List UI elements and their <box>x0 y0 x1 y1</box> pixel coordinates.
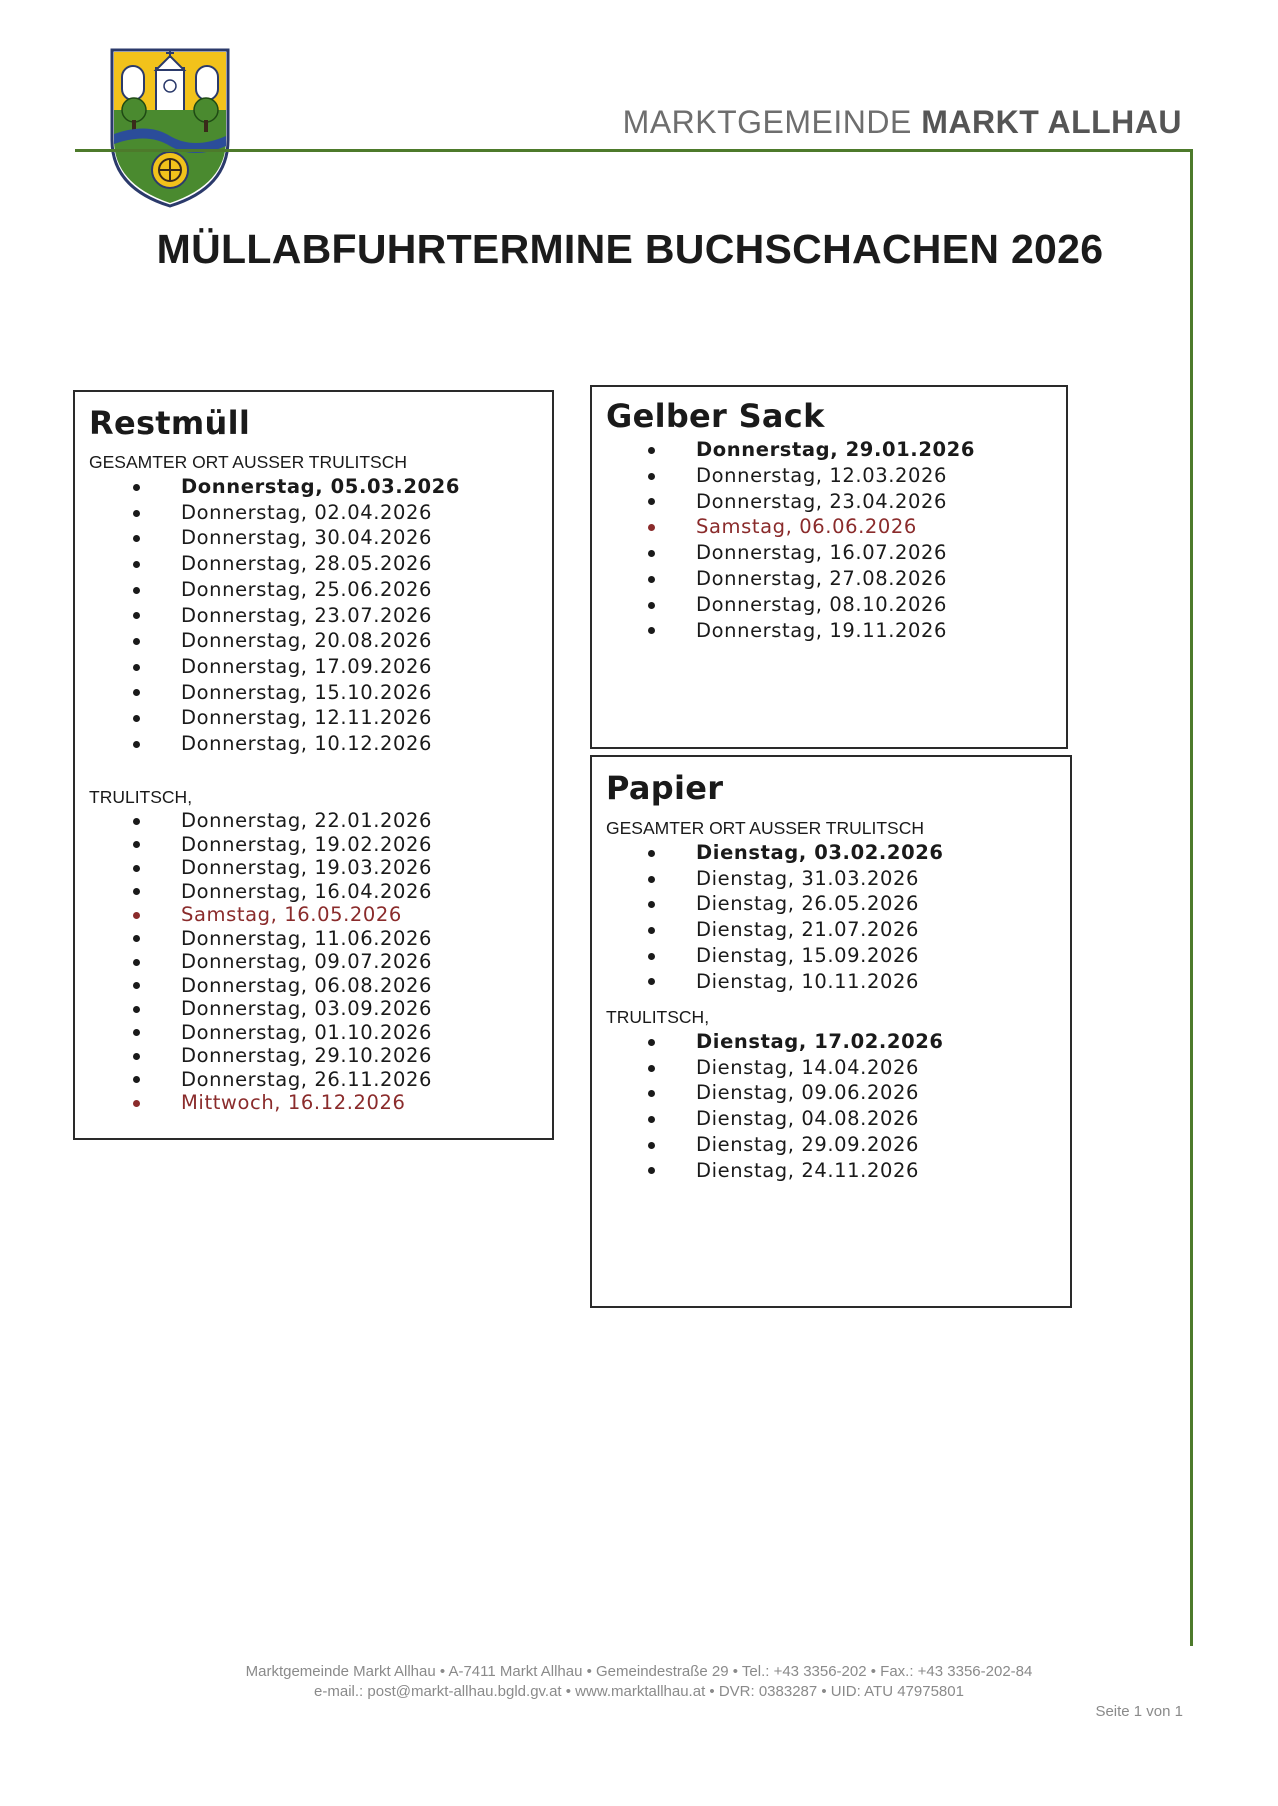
date-text: Samstag, 06.06.2026 <box>696 515 917 539</box>
date-text: Donnerstag, 12.11.2026 <box>181 706 433 730</box>
date-text: Donnerstag, 20.08.2026 <box>181 629 433 653</box>
bullet-icon <box>133 888 140 895</box>
date-text: Donnerstag, 03.09.2026 <box>181 997 433 1020</box>
bullet-icon <box>648 953 655 960</box>
bullet-icon <box>133 935 140 942</box>
bullet-icon <box>648 850 655 857</box>
footer-address: Marktgemeinde Markt Allhau • A-7411 Markt Allhau • Gemeindestraße 29 • Tel.: +43 3356-202 • Fax.: +43 3356-202-84 <box>245 1663 1033 1680</box>
date-text: Donnerstag, 12.03.2026 <box>696 463 948 487</box>
bullet-icon <box>133 1076 140 1083</box>
date-item <box>648 1132 944 1158</box>
date-item <box>133 577 460 603</box>
date-item <box>648 1106 944 1132</box>
bullet-icon <box>648 876 655 883</box>
bullet-icon <box>648 978 655 985</box>
date-item <box>648 592 975 618</box>
date-text: Donnerstag, 16.07.2026 <box>696 541 948 565</box>
bullet-icon <box>648 473 655 480</box>
bullet-icon <box>133 865 140 872</box>
date-item <box>133 654 460 680</box>
bullet-icon <box>133 638 140 645</box>
bullet-icon <box>133 959 140 966</box>
page-number: Seite 1 von 1 <box>1095 1703 1183 1720</box>
date-item <box>648 566 975 592</box>
date-item <box>648 514 975 540</box>
date-item <box>648 1029 944 1055</box>
papier-title: Papier <box>606 769 724 807</box>
date-item <box>133 603 460 629</box>
date-text: Donnerstag, 22.01.2026 <box>181 809 433 832</box>
bullet-icon <box>648 447 655 454</box>
bullet-icon <box>133 841 140 848</box>
municipality-name-bold: MARKT ALLHAU <box>921 104 1182 140</box>
bullet-icon <box>133 689 140 696</box>
date-text: Donnerstag, 23.04.2026 <box>696 489 948 513</box>
bullet-icon <box>133 664 140 671</box>
date-text: Donnerstag, 27.08.2026 <box>696 566 948 590</box>
date-item <box>648 437 975 463</box>
date-text: Donnerstag, 15.10.2026 <box>181 680 433 704</box>
date-text: Dienstag, 03.02.2026 <box>696 841 944 864</box>
date-item <box>648 1158 944 1184</box>
date-text: Dienstag, 04.08.2026 <box>696 1107 919 1131</box>
date-text: Dienstag, 21.07.2026 <box>696 918 919 942</box>
date-item <box>133 551 460 577</box>
date-item <box>133 705 460 731</box>
date-text: Samstag, 16.05.2026 <box>181 903 402 926</box>
bullet-icon <box>648 1039 655 1046</box>
bullet-icon <box>133 1053 140 1060</box>
restmuell-group1-label: GESAMTER ORT AUSSER TRULITSCH <box>89 452 407 472</box>
bullet-icon <box>648 927 655 934</box>
date-item <box>133 856 432 880</box>
papier-group2-label: TRULITSCH, <box>606 1007 710 1027</box>
bullet-icon <box>133 818 140 825</box>
date-item <box>648 618 975 644</box>
gelber-sack-box <box>590 385 1068 749</box>
date-text: Donnerstag, 16.04.2026 <box>181 879 433 903</box>
bullet-icon <box>648 627 655 634</box>
date-item <box>648 969 944 995</box>
restmuell-group1-list <box>133 474 460 757</box>
bullet-icon <box>648 1142 655 1149</box>
bullet-icon <box>133 741 140 748</box>
date-item <box>648 891 944 917</box>
date-text: Donnerstag, 08.10.2026 <box>696 592 948 616</box>
bullet-icon <box>648 498 655 505</box>
date-text: Donnerstag, 23.07.2026 <box>181 603 433 627</box>
date-text: Dienstag, 09.06.2026 <box>696 1081 919 1105</box>
date-text: Dienstag, 17.02.2026 <box>696 1030 944 1053</box>
date-text: Dienstag, 26.05.2026 <box>696 892 919 916</box>
date-text: Donnerstag, 26.11.2026 <box>181 1067 433 1091</box>
bullet-icon <box>133 484 140 491</box>
date-text: Donnerstag, 11.06.2026 <box>181 926 433 950</box>
gelber-sack-list <box>648 437 975 643</box>
date-text: Dienstag, 29.09.2026 <box>696 1132 919 1156</box>
date-text: Donnerstag, 02.04.2026 <box>181 500 433 524</box>
coat-of-arms-logo <box>108 48 232 208</box>
date-text: Donnerstag, 17.09.2026 <box>181 654 433 678</box>
date-item <box>133 903 432 927</box>
date-item <box>133 809 432 833</box>
date-text: Donnerstag, 10.12.2026 <box>181 732 433 756</box>
date-item <box>648 1055 944 1081</box>
date-item <box>133 1091 432 1115</box>
papier-group1-label: GESAMTER ORT AUSSER TRULITSCH <box>606 818 924 838</box>
bullet-icon <box>133 587 140 594</box>
bullet-icon <box>648 1065 655 1072</box>
bullet-icon <box>133 1029 140 1036</box>
date-text: Donnerstag, 05.03.2026 <box>181 475 460 498</box>
date-item <box>648 866 944 892</box>
date-item <box>133 950 432 974</box>
bullet-icon <box>648 1167 655 1174</box>
gelber-sack-title: Gelber Sack <box>606 397 825 435</box>
date-text: Donnerstag, 19.03.2026 <box>181 856 433 879</box>
date-item <box>133 927 432 951</box>
date-item <box>133 628 460 654</box>
restmuell-box <box>73 390 554 1140</box>
bullet-icon <box>648 550 655 557</box>
papier-box <box>590 755 1072 1308</box>
bullet-icon <box>133 1100 140 1107</box>
papier-group2-list <box>648 1029 944 1183</box>
date-item <box>133 997 432 1021</box>
date-text: Dienstag, 24.11.2026 <box>696 1158 919 1182</box>
bullet-icon <box>133 561 140 568</box>
bullet-icon <box>648 524 655 531</box>
papier-group1-list <box>648 840 944 994</box>
date-item <box>648 1080 944 1106</box>
date-item <box>133 833 432 857</box>
date-text: Donnerstag, 01.10.2026 <box>181 1020 433 1044</box>
date-item <box>648 840 944 866</box>
date-item <box>133 1044 432 1068</box>
date-text: Donnerstag, 28.05.2026 <box>181 552 433 576</box>
date-text: Donnerstag, 09.07.2026 <box>181 950 433 973</box>
date-item <box>648 917 944 943</box>
side-rule <box>1190 149 1193 1646</box>
bullet-icon <box>133 612 140 619</box>
date-text: Dienstag, 31.03.2026 <box>696 866 919 890</box>
restmuell-group2-label: TRULITSCH, <box>89 787 193 807</box>
date-text: Dienstag, 10.11.2026 <box>696 969 919 993</box>
bullet-icon <box>648 602 655 609</box>
page-title: MÜLLABFUHRTERMINE BUCHSCHACHEN 2026 <box>156 226 1104 272</box>
date-item <box>133 474 460 500</box>
date-item <box>133 525 460 551</box>
bullet-icon <box>648 1116 655 1123</box>
date-item <box>133 680 460 706</box>
date-item <box>133 1068 432 1092</box>
date-item <box>648 489 975 515</box>
date-text: Mittwoch, 16.12.2026 <box>181 1091 406 1114</box>
bullet-icon <box>133 912 140 919</box>
date-item <box>648 943 944 969</box>
bullet-icon <box>133 1006 140 1013</box>
date-text: Donnerstag, 25.06.2026 <box>181 577 433 601</box>
date-item <box>133 1021 432 1045</box>
municipality-name <box>623 104 1182 141</box>
date-item <box>648 463 975 489</box>
date-item <box>133 880 432 904</box>
date-text: Donnerstag, 19.11.2026 <box>696 618 948 642</box>
bullet-icon <box>133 510 140 517</box>
date-text: Donnerstag, 29.10.2026 <box>181 1044 433 1067</box>
bullet-icon <box>133 982 140 989</box>
header-rule <box>75 149 1192 152</box>
date-text: Donnerstag, 19.02.2026 <box>181 832 433 856</box>
bullet-icon <box>133 715 140 722</box>
bullet-icon <box>648 901 655 908</box>
date-item <box>133 500 460 526</box>
bullet-icon <box>648 576 655 583</box>
footer-contact: e-mail.: post@markt-allhau.bgld.gv.at • www.marktallhau.at • DVR: 0383287 • UID: ATU 47975801 <box>314 1683 964 1700</box>
date-text: Donnerstag, 30.04.2026 <box>181 526 433 550</box>
bullet-icon <box>648 1090 655 1097</box>
bullet-icon <box>133 535 140 542</box>
date-item <box>133 731 460 757</box>
date-item <box>648 540 975 566</box>
restmuell-group2-list <box>133 809 432 1115</box>
date-text: Dienstag, 15.09.2026 <box>696 943 919 967</box>
date-text: Dienstag, 14.04.2026 <box>696 1055 919 1079</box>
municipality-prefix: MARKTGEMEINDE <box>622 104 912 140</box>
date-text: Donnerstag, 29.01.2026 <box>696 438 975 461</box>
date-text: Donnerstag, 06.08.2026 <box>181 973 433 997</box>
date-item <box>133 974 432 998</box>
restmuell-title: Restmüll <box>89 404 251 442</box>
